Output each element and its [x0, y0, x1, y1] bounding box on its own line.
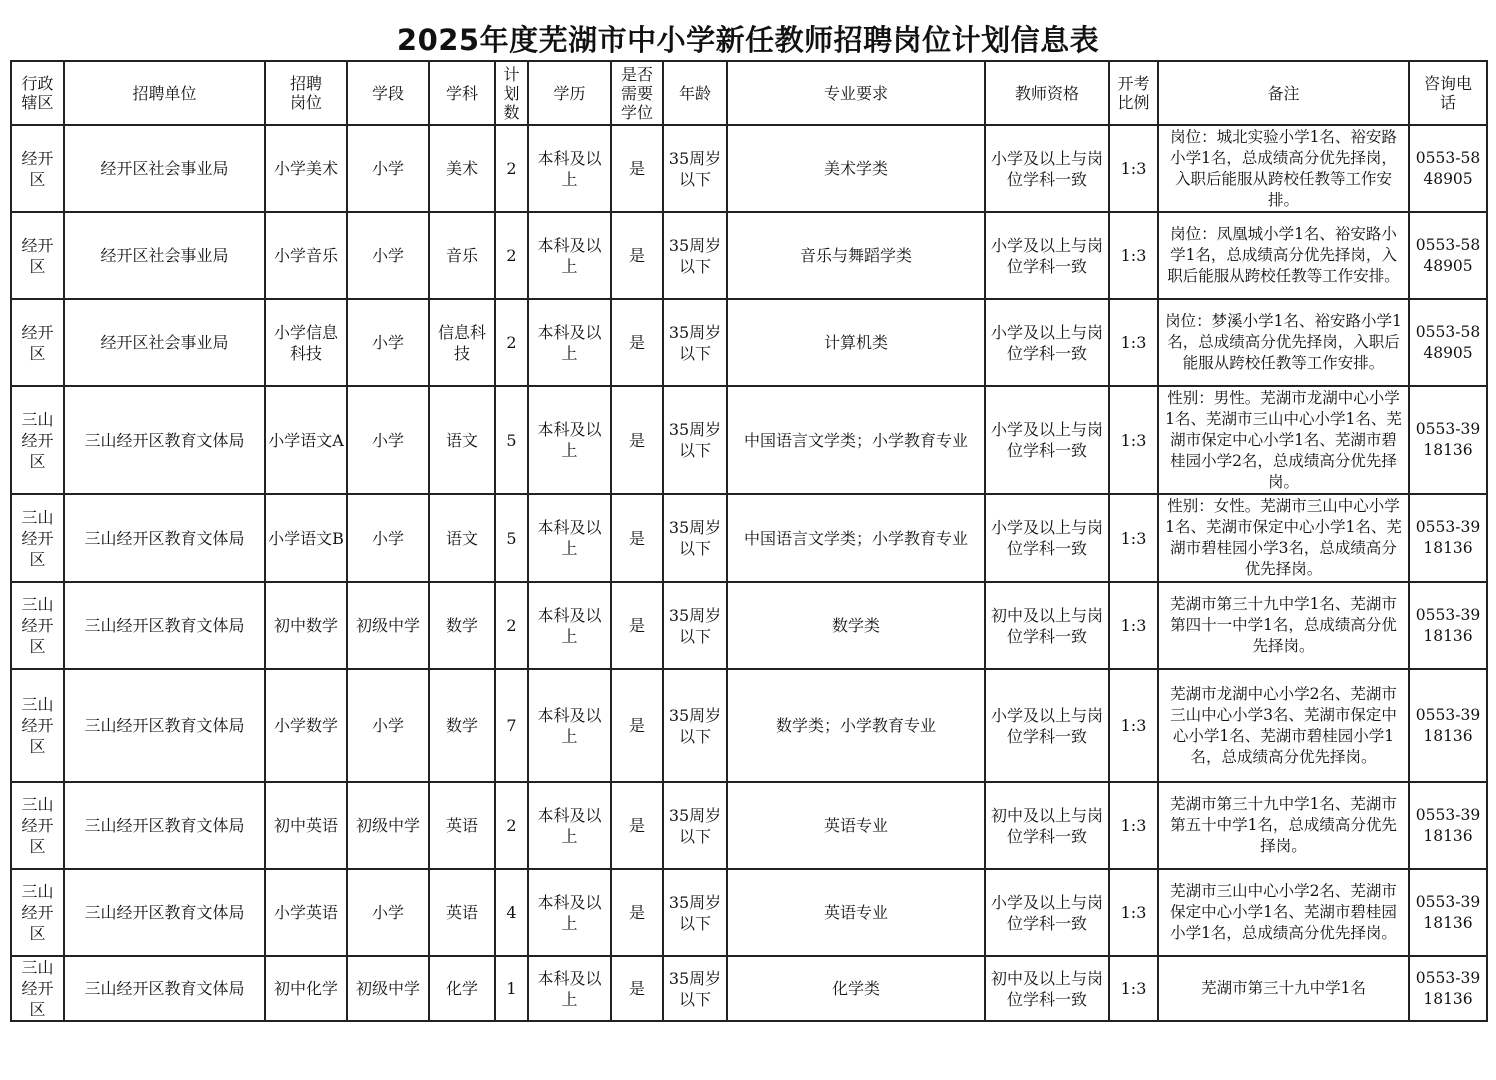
cell-major-requirement: 美术学类 [727, 125, 985, 212]
cell-education: 本科及以上 [528, 582, 611, 669]
cell-recruiting-unit: 三山经开区教育文体局 [64, 782, 265, 869]
cell-major-requirement: 计算机类 [727, 299, 985, 386]
cell-subject: 语文 [429, 494, 495, 582]
cell-district: 经开区 [11, 299, 64, 386]
cell-major-requirement: 数学类；小学教育专业 [727, 669, 985, 782]
cell-age: 35周岁以下 [663, 669, 727, 782]
header-education: 学历 [528, 61, 611, 125]
cell-subject: 信息科技 [429, 299, 495, 386]
cell-contact-phone: 0553-3918136 [1409, 782, 1487, 869]
cell-school-stage: 小学 [347, 494, 429, 582]
cell-subject: 英语 [429, 869, 495, 956]
cell-contact-phone: 0553-3918136 [1409, 669, 1487, 782]
cell-recruiting-unit: 经开区社会事业局 [64, 299, 265, 386]
table-row [11, 299, 1487, 386]
cell-education: 本科及以上 [528, 956, 611, 1021]
cell-plan-count: 4 [495, 869, 528, 956]
cell-contact-phone: 0553-3918136 [1409, 582, 1487, 669]
cell-contact-phone: 0553-5848905 [1409, 125, 1487, 212]
cell-major-requirement: 化学类 [727, 956, 985, 1021]
cell-recruiting-unit: 三山经开区教育文体局 [64, 494, 265, 582]
header-major-requirement: 专业要求 [727, 61, 985, 125]
table-row [11, 386, 1487, 494]
cell-remarks: 性别：女性。芜湖市三山中心小学1名、芜湖市保定中心小学1名、芜湖市碧桂园小学3名，总成绩高分优先择岗。 [1158, 494, 1409, 582]
table-row [11, 494, 1487, 582]
header-degree-required: 是否需要学位 [611, 61, 663, 125]
cell-remarks: 芜湖市龙湖中心小学2名、芜湖市三山中心小学3名、芜湖市保定中心小学1名、芜湖市碧桂园小学1名，总成绩高分优先择岗。 [1158, 669, 1409, 782]
cell-position: 小学语文B [265, 494, 347, 582]
cell-plan-count: 7 [495, 669, 528, 782]
cell-subject: 美术 [429, 125, 495, 212]
header-age: 年龄 [663, 61, 727, 125]
cell-school-stage: 小学 [347, 299, 429, 386]
cell-age: 35周岁以下 [663, 494, 727, 582]
cell-age: 35周岁以下 [663, 212, 727, 299]
header-remarks: 备注 [1158, 61, 1409, 125]
cell-position: 小学美术 [265, 125, 347, 212]
cell-education: 本科及以上 [528, 782, 611, 869]
cell-school-stage: 小学 [347, 212, 429, 299]
cell-teacher-qualification: 小学及以上与岗位学科一致 [985, 125, 1109, 212]
cell-exam-ratio: 1:3 [1109, 669, 1158, 782]
cell-school-stage: 小学 [347, 386, 429, 494]
cell-position: 小学语文A [265, 386, 347, 494]
cell-district: 三山经开区 [11, 386, 64, 494]
cell-contact-phone: 0553-5848905 [1409, 212, 1487, 299]
cell-remarks: 芜湖市第三十九中学1名 [1158, 956, 1409, 1021]
cell-remarks: 性别：男性。芜湖市龙湖中心小学1名、芜湖市三山中心小学1名、芜湖市保定中心小学1名、芜湖市碧桂园小学2名，总成绩高分优先择岗。 [1158, 386, 1409, 494]
cell-position: 小学英语 [265, 869, 347, 956]
table-row [11, 956, 1487, 1021]
cell-exam-ratio: 1:3 [1109, 582, 1158, 669]
cell-plan-count: 2 [495, 212, 528, 299]
cell-education: 本科及以上 [528, 669, 611, 782]
cell-recruiting-unit: 三山经开区教育文体局 [64, 956, 265, 1021]
cell-age: 35周岁以下 [663, 782, 727, 869]
table-row [11, 869, 1487, 956]
cell-remarks: 芜湖市三山中心小学2名、芜湖市保定中心小学1名、芜湖市碧桂园小学1名，总成绩高分优先择岗。 [1158, 869, 1409, 956]
cell-contact-phone: 0553-3918136 [1409, 869, 1487, 956]
cell-education: 本科及以上 [528, 299, 611, 386]
cell-plan-count: 5 [495, 494, 528, 582]
cell-district: 三山经开区 [11, 956, 64, 1021]
cell-teacher-qualification: 小学及以上与岗位学科一致 [985, 299, 1109, 386]
cell-exam-ratio: 1:3 [1109, 125, 1158, 212]
cell-remarks: 岗位：城北实验小学1名、裕安路小学1名，总成绩高分优先择岗，入职后能服从跨校任教等工作安排。 [1158, 125, 1409, 212]
cell-school-stage: 初级中学 [347, 956, 429, 1021]
header-plan-count: 计划数 [495, 61, 528, 125]
cell-position: 初中数学 [265, 582, 347, 669]
cell-contact-phone: 0553-3918136 [1409, 494, 1487, 582]
cell-recruiting-unit: 三山经开区教育文体局 [64, 869, 265, 956]
cell-teacher-qualification: 初中及以上与岗位学科一致 [985, 956, 1109, 1021]
cell-degree-required: 是 [611, 782, 663, 869]
header-school-stage: 学段 [347, 61, 429, 125]
cell-teacher-qualification: 小学及以上与岗位学科一致 [985, 669, 1109, 782]
cell-plan-count: 2 [495, 582, 528, 669]
table-row [11, 212, 1487, 299]
cell-plan-count: 2 [495, 125, 528, 212]
cell-recruiting-unit: 经开区社会事业局 [64, 212, 265, 299]
table-row [11, 669, 1487, 782]
table-row [11, 582, 1487, 669]
cell-major-requirement: 英语专业 [727, 869, 985, 956]
cell-school-stage: 小学 [347, 869, 429, 956]
cell-education: 本科及以上 [528, 212, 611, 299]
cell-age: 35周岁以下 [663, 582, 727, 669]
cell-district: 经开区 [11, 212, 64, 299]
cell-age: 35周岁以下 [663, 125, 727, 212]
cell-teacher-qualification: 小学及以上与岗位学科一致 [985, 494, 1109, 582]
cell-district: 三山经开区 [11, 494, 64, 582]
cell-age: 35周岁以下 [663, 869, 727, 956]
header-teacher-qualification: 教师资格 [985, 61, 1109, 125]
cell-exam-ratio: 1:3 [1109, 869, 1158, 956]
cell-degree-required: 是 [611, 869, 663, 956]
page-title: 2025年度芜湖市中小学新任教师招聘岗位计划信息表 [396, 23, 1100, 57]
cell-age: 35周岁以下 [663, 956, 727, 1021]
cell-position: 小学信息科技 [265, 299, 347, 386]
recruitment-table [10, 60, 1488, 1022]
cell-major-requirement: 音乐与舞蹈学类 [727, 212, 985, 299]
header-position: 招聘岗位 [265, 61, 347, 125]
cell-recruiting-unit: 三山经开区教育文体局 [64, 669, 265, 782]
cell-contact-phone: 0553-5848905 [1409, 299, 1487, 386]
cell-remarks: 芜湖市第三十九中学1名、芜湖市第四十一中学1名，总成绩高分优先择岗。 [1158, 582, 1409, 669]
cell-recruiting-unit: 三山经开区教育文体局 [64, 386, 265, 494]
cell-position: 小学音乐 [265, 212, 347, 299]
cell-teacher-qualification: 初中及以上与岗位学科一致 [985, 782, 1109, 869]
cell-education: 本科及以上 [528, 125, 611, 212]
cell-exam-ratio: 1:3 [1109, 386, 1158, 494]
cell-school-stage: 小学 [347, 669, 429, 782]
cell-exam-ratio: 1:3 [1109, 782, 1158, 869]
cell-school-stage: 小学 [347, 125, 429, 212]
cell-major-requirement: 中国语言文学类；小学教育专业 [727, 386, 985, 494]
cell-contact-phone: 0553-3918136 [1409, 956, 1487, 1021]
cell-exam-ratio: 1:3 [1109, 299, 1158, 386]
cell-teacher-qualification: 小学及以上与岗位学科一致 [985, 212, 1109, 299]
cell-district: 三山经开区 [11, 869, 64, 956]
cell-subject: 化学 [429, 956, 495, 1021]
cell-exam-ratio: 1:3 [1109, 956, 1158, 1021]
header-district: 行政辖区 [11, 61, 64, 125]
cell-plan-count: 5 [495, 386, 528, 494]
cell-education: 本科及以上 [528, 386, 611, 494]
cell-contact-phone: 0553-3918136 [1409, 386, 1487, 494]
cell-education: 本科及以上 [528, 869, 611, 956]
cell-major-requirement: 英语专业 [727, 782, 985, 869]
cell-district: 三山经开区 [11, 669, 64, 782]
cell-exam-ratio: 1:3 [1109, 212, 1158, 299]
cell-subject: 语文 [429, 386, 495, 494]
cell-degree-required: 是 [611, 212, 663, 299]
cell-plan-count: 2 [495, 782, 528, 869]
header-recruiting-unit: 招聘单位 [64, 61, 265, 125]
cell-recruiting-unit: 三山经开区教育文体局 [64, 582, 265, 669]
cell-remarks: 芜湖市第三十九中学1名、芜湖市第五十中学1名，总成绩高分优先择岗。 [1158, 782, 1409, 869]
cell-exam-ratio: 1:3 [1109, 494, 1158, 582]
cell-major-requirement: 数学类 [727, 582, 985, 669]
cell-remarks: 岗位：梦溪小学1名、裕安路小学1名，总成绩高分优先择岗，入职后能服从跨校任教等工作安排。 [1158, 299, 1409, 386]
cell-district: 三山经开区 [11, 782, 64, 869]
header-exam-ratio: 开考比例 [1109, 61, 1158, 125]
cell-teacher-qualification: 初中及以上与岗位学科一致 [985, 582, 1109, 669]
header-subject: 学科 [429, 61, 495, 125]
cell-remarks: 岗位：凤凰城小学1名、裕安路小学1名，总成绩高分优先择岗，入职后能服从跨校任教等工作安排。 [1158, 212, 1409, 299]
cell-district: 三山经开区 [11, 582, 64, 669]
cell-education: 本科及以上 [528, 494, 611, 582]
cell-subject: 数学 [429, 582, 495, 669]
cell-subject: 音乐 [429, 212, 495, 299]
cell-subject: 数学 [429, 669, 495, 782]
cell-age: 35周岁以下 [663, 386, 727, 494]
cell-degree-required: 是 [611, 494, 663, 582]
cell-age: 35周岁以下 [663, 299, 727, 386]
cell-school-stage: 初级中学 [347, 782, 429, 869]
table-row [11, 125, 1487, 212]
cell-plan-count: 2 [495, 299, 528, 386]
cell-teacher-qualification: 小学及以上与岗位学科一致 [985, 386, 1109, 494]
table-row [11, 782, 1487, 869]
cell-degree-required: 是 [611, 669, 663, 782]
cell-degree-required: 是 [611, 386, 663, 494]
cell-recruiting-unit: 经开区社会事业局 [64, 125, 265, 212]
cell-major-requirement: 中国语言文学类；小学教育专业 [727, 494, 985, 582]
cell-position: 初中英语 [265, 782, 347, 869]
cell-position: 小学数学 [265, 669, 347, 782]
cell-subject: 英语 [429, 782, 495, 869]
cell-plan-count: 1 [495, 956, 528, 1021]
cell-degree-required: 是 [611, 956, 663, 1021]
cell-teacher-qualification: 小学及以上与岗位学科一致 [985, 869, 1109, 956]
header-contact-phone: 咨询电话 [1409, 61, 1487, 125]
cell-school-stage: 初级中学 [347, 582, 429, 669]
cell-degree-required: 是 [611, 125, 663, 212]
cell-degree-required: 是 [611, 582, 663, 669]
cell-position: 初中化学 [265, 956, 347, 1021]
table-header-row [11, 61, 1487, 125]
cell-degree-required: 是 [611, 299, 663, 386]
cell-district: 经开区 [11, 125, 64, 212]
